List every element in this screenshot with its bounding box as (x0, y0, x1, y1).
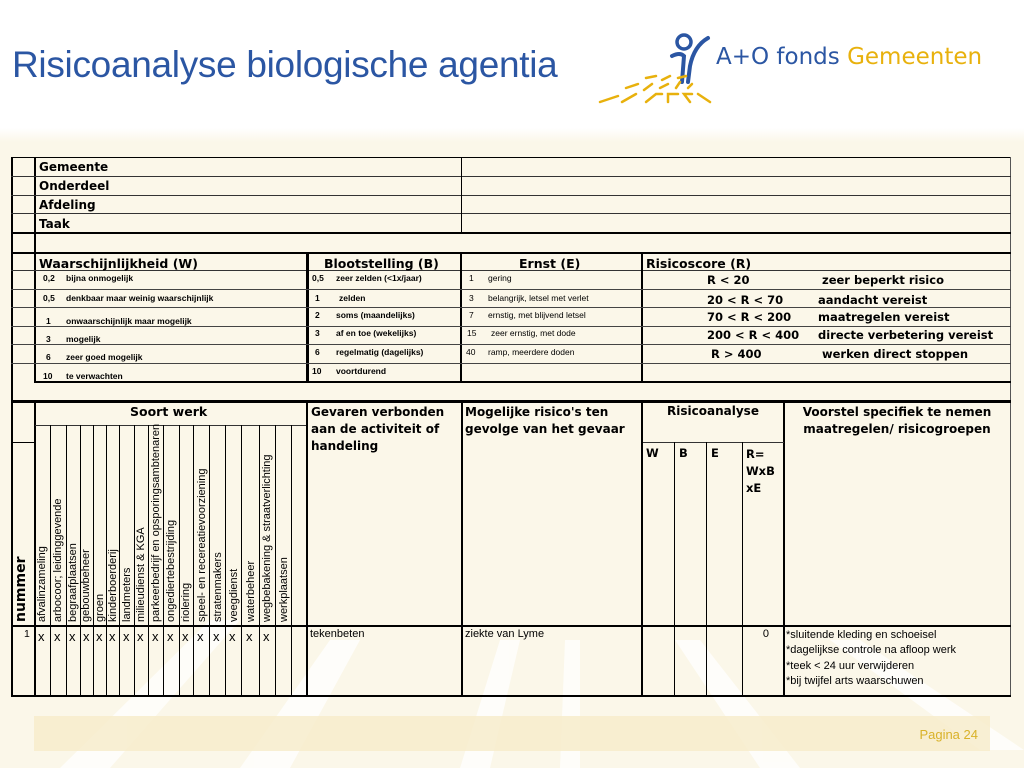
e-value: 7 (469, 310, 474, 320)
work-type-label: werkplaatsen (278, 557, 290, 622)
row-nummer: 1 (24, 628, 30, 640)
work-mark[interactable]: x (152, 629, 159, 644)
row-maatregel: *dagelijkse controle na afloop werk (786, 644, 956, 656)
w-header: W (646, 446, 659, 460)
nummer-header: nummer (13, 556, 29, 622)
e-value: 15 (467, 328, 477, 338)
work-mark[interactable]: x (167, 629, 174, 644)
b-label: voortdurend (336, 366, 387, 376)
w-label: te verwachten (66, 371, 123, 381)
b-label: soms (maandelijks) (336, 310, 415, 320)
b-header: B (679, 446, 688, 460)
b-value: 10 (312, 366, 322, 376)
work-mark[interactable]: x (182, 629, 189, 644)
b-label: af en toe (wekelijks) (336, 328, 417, 338)
b-value: 0,5 (312, 273, 324, 283)
slide-title: Risicoanalyse biologische agentia (12, 44, 558, 85)
row-r: 0 (762, 628, 769, 640)
field-input-gemeente[interactable] (463, 158, 1008, 175)
field-input-taak[interactable] (463, 214, 1008, 231)
e-header: E (711, 446, 719, 460)
work-type-label: riolering (180, 582, 192, 622)
soort-werk-header: Soort werk (130, 404, 208, 419)
legend-title-b: Blootstelling (B) (324, 256, 439, 271)
work-type-label: arbocoor; leidinggevende (52, 498, 64, 622)
w-value: 0,2 (43, 273, 55, 283)
r-range: 200 < R < 400 (707, 328, 800, 342)
field-input-afdeling[interactable] (463, 196, 1008, 212)
row-risico[interactable]: ziekte van Lyme (465, 628, 545, 640)
work-mark[interactable]: x (229, 629, 236, 644)
r-range: R < 20 (707, 273, 750, 287)
e-label: zeer ernstig, met dode (491, 328, 576, 338)
b-value: 1 (315, 293, 320, 303)
e-label: gering (488, 273, 512, 283)
work-type-label: parkeerbedrijf en opsporingsambtenaren (150, 423, 162, 622)
b-label: zeer zelden (<1x/jaar) (336, 273, 422, 283)
r-range: 20 < R < 70 (707, 293, 784, 307)
work-type-label: landmeters (121, 567, 133, 622)
work-type-label: ongediertebestrijding (165, 519, 177, 622)
legend-title-r: Risicoscore (R) (646, 256, 752, 271)
field-label-afdeling: Afdeling (39, 198, 96, 212)
field-label-onderdeel: Onderdeel (39, 179, 110, 193)
r-header: R= WxB xE (746, 447, 775, 495)
gevaren-header: Gevaren verbonden aan de activiteit of handeling (311, 405, 445, 453)
risicoanalyse-header: Risicoanalyse (667, 404, 759, 418)
e-label: ramp, meerdere doden (488, 347, 575, 357)
work-mark[interactable]: x (246, 629, 253, 644)
w-value: 3 (46, 334, 51, 344)
work-mark[interactable]: x (38, 629, 45, 644)
r-range: 70 < R < 200 (707, 310, 792, 324)
voorstel-header: Voorstel specifiek te nemen maatregelen/ risicogroepen (802, 405, 992, 436)
work-mark[interactable]: x (197, 629, 204, 644)
legend-title-e: Ernst (E) (519, 256, 581, 271)
work-mark[interactable]: x (123, 629, 130, 644)
e-value: 3 (469, 293, 474, 303)
field-label-gemeente: Gemeente (39, 160, 109, 174)
work-mark[interactable]: x (83, 629, 90, 644)
r-range: R > 400 (711, 347, 762, 361)
row-maatregel: *sluitende kleding en schoeisel (786, 629, 937, 641)
w-value: 6 (46, 352, 51, 362)
work-mark[interactable]: x (54, 629, 61, 644)
r-label: directe verbetering vereist (818, 328, 994, 342)
e-label: belangrijk, letsel met verlet (488, 293, 589, 303)
e-value: 1 (469, 273, 474, 283)
work-mark[interactable]: x (109, 629, 116, 644)
e-label: ernstig, met blijvend letsel (488, 310, 586, 320)
w-label: bijna onmogelijk (66, 273, 134, 283)
w-label: onwaarschijnlijk maar mogelijk (66, 316, 192, 326)
row-maatregel: *bij twijfel arts waarschuwen (786, 675, 924, 687)
work-mark[interactable]: x (213, 629, 220, 644)
row-gevaar[interactable]: tekenbeten (310, 628, 365, 640)
e-value: 40 (466, 347, 476, 357)
logo-brand-ao: A+O fonds (716, 44, 840, 70)
risicos-header: Mogelijke risico's ten gevolge van het gevaar (465, 405, 625, 436)
w-value: 10 (43, 371, 53, 381)
r-label: werken direct stoppen (822, 347, 969, 361)
w-label: mogelijk (66, 334, 101, 344)
work-type-label: gebouwbeheer (80, 549, 92, 622)
b-value: 3 (315, 328, 320, 338)
work-type-label: veegdienst (228, 568, 240, 622)
work-type-label: afvalinzameling (36, 546, 48, 622)
work-mark[interactable]: x (69, 629, 76, 644)
w-value: 0,5 (43, 293, 55, 303)
b-value: 2 (315, 310, 320, 320)
logo-brand-gemeenten: Gemeenten (847, 44, 983, 70)
work-mark[interactable]: x (263, 629, 270, 644)
work-type-label: groen (94, 593, 106, 622)
b-label: zelden (339, 293, 366, 303)
work-type-label: milieudienst & KGA (135, 527, 147, 622)
work-type-label: waterbeheer (245, 560, 257, 622)
r-label: maatregelen vereist (818, 310, 950, 324)
legend-title-w: Waarschijnlijkheid (W) (39, 256, 198, 271)
row-maatregel: *teek < 24 uur verwijderen (786, 660, 915, 672)
field-label-taak: Taak (39, 217, 70, 231)
b-value: 6 (315, 347, 320, 357)
w-label: denkbaar maar weinig waarschijnlijk (66, 293, 214, 303)
w-label: zeer goed mogelijk (66, 352, 143, 362)
work-type-label: speel- en recereatievoorziening (196, 468, 208, 622)
b-label: regelmatig (dagelijks) (336, 347, 424, 357)
work-mark[interactable]: x (137, 629, 144, 644)
work-mark[interactable]: x (96, 629, 103, 644)
work-type-label: begraafplaatsen (67, 543, 79, 622)
field-input-onderdeel[interactable] (463, 177, 1008, 194)
work-type-label: wegbebakening & straatverlichting (261, 454, 273, 622)
r-label: zeer beperkt risico (822, 273, 944, 287)
w-value: 1 (46, 316, 51, 326)
work-type-label: kinderboerderij (107, 549, 119, 622)
r-label: aandacht vereist (818, 293, 928, 307)
work-type-label: stratenmakers (212, 552, 224, 622)
page-number: Pagina 24 (919, 727, 978, 742)
